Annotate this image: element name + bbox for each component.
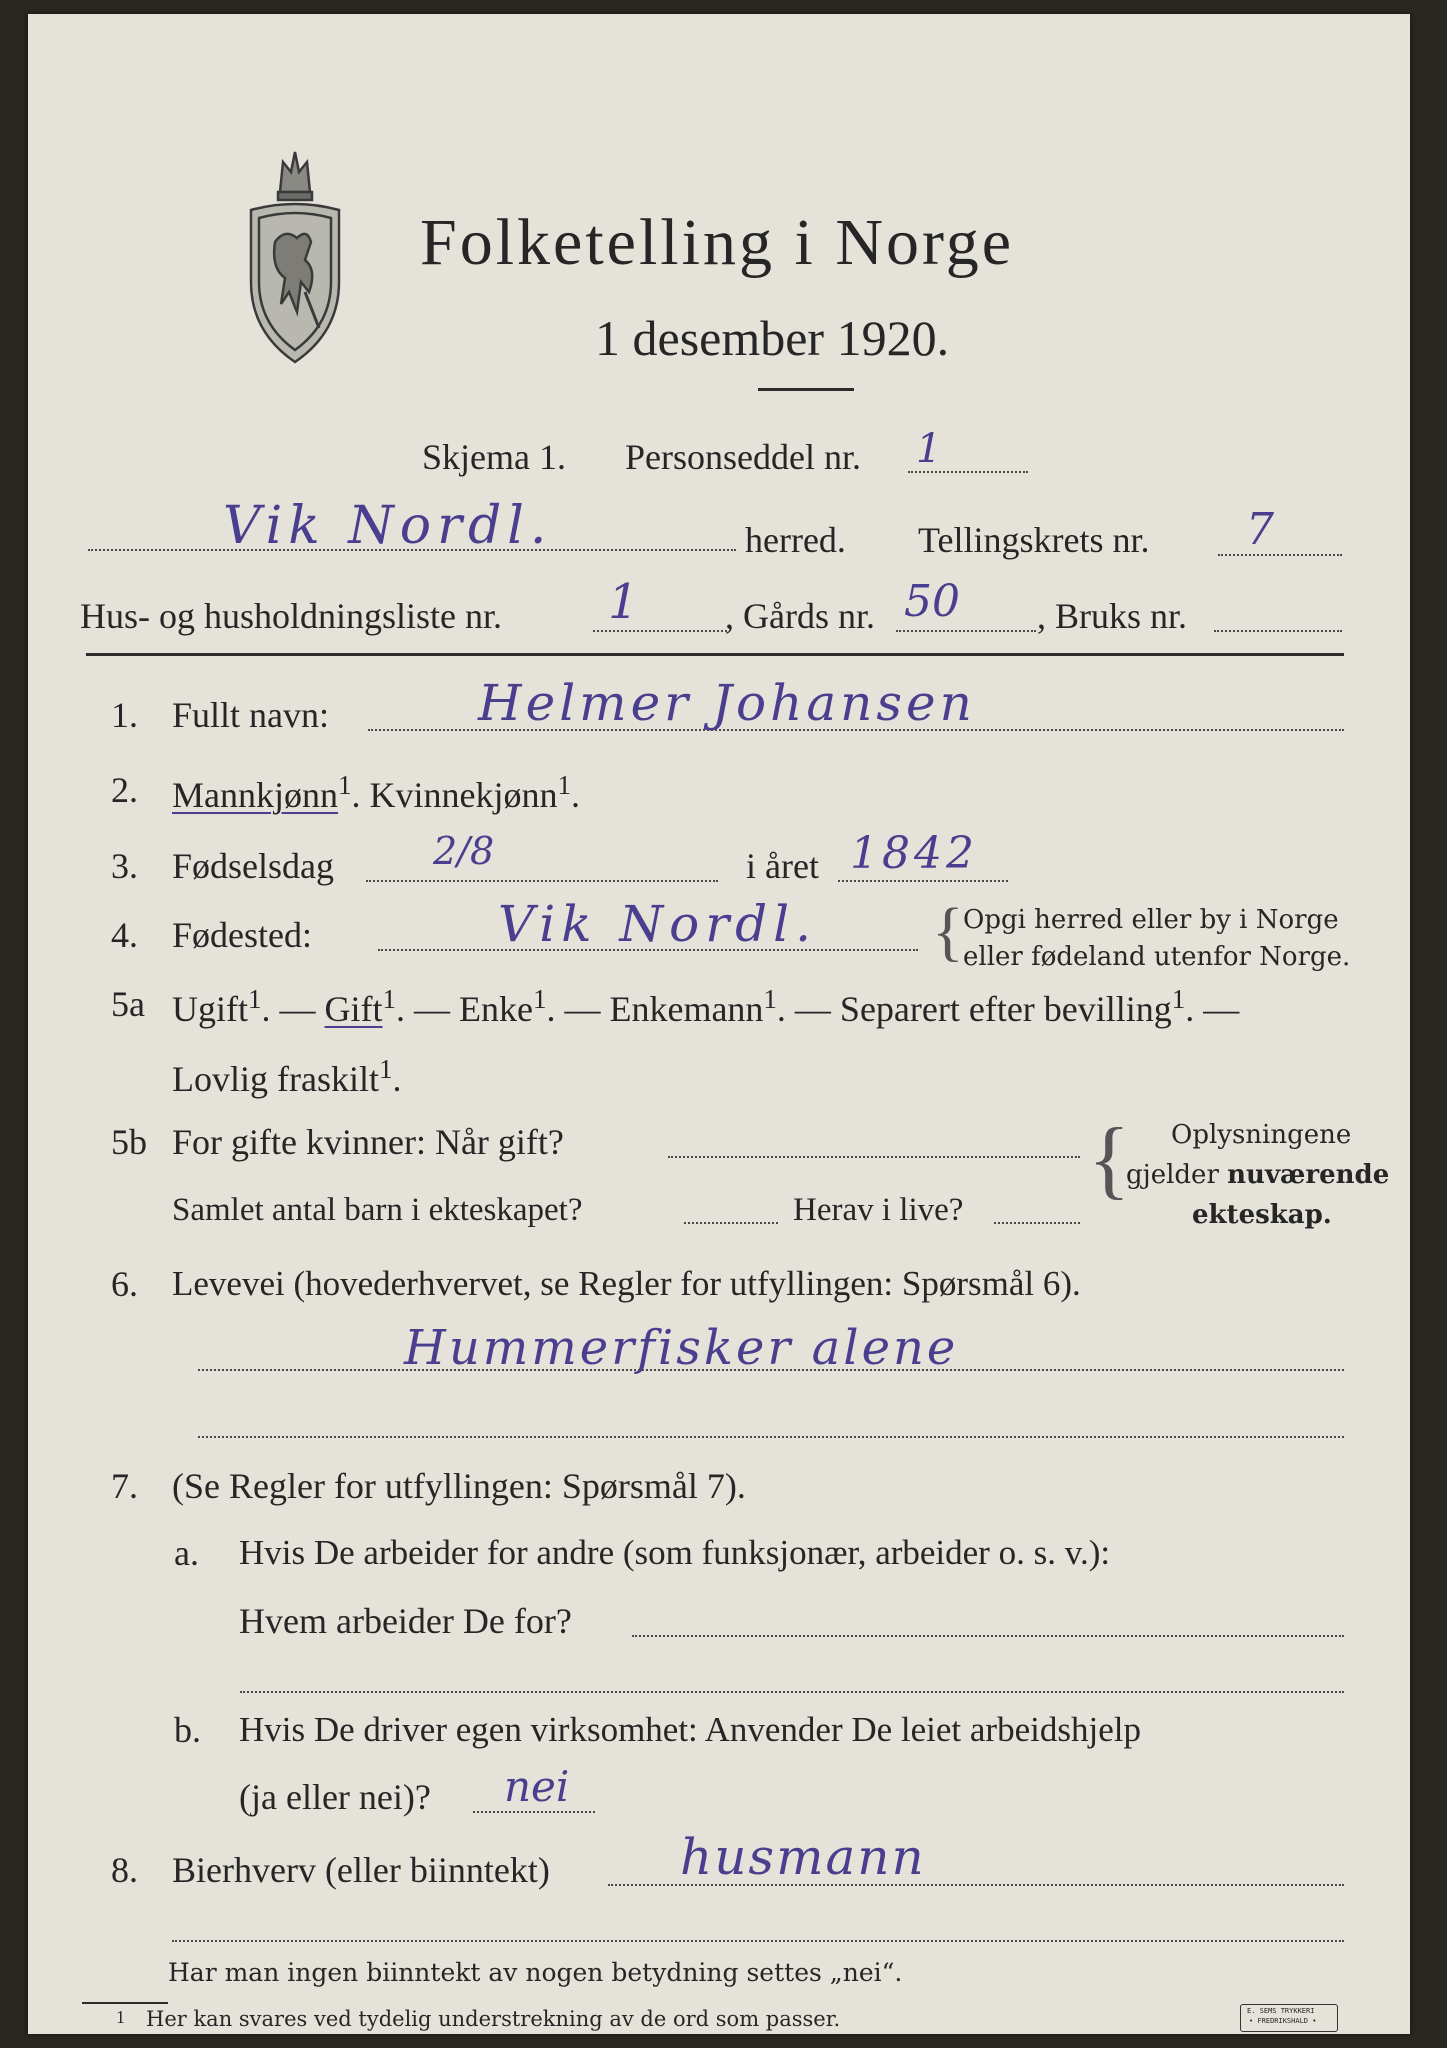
footnote-mark: 1 [116, 2007, 125, 2027]
q5b-note-line1: Oplysningene [1171, 1120, 1352, 1150]
tellingskrets-line [1218, 554, 1342, 556]
personseddel-line [908, 471, 1028, 473]
q4-label: Fødested: [172, 915, 312, 955]
q5b-note-line2 [1126, 1162, 1389, 1188]
q5a-sep-2: . — [396, 989, 450, 1029]
q7a-letter: a. [174, 1533, 199, 1573]
q2-number: 2. [111, 770, 138, 810]
q5b-number: 5b [111, 1122, 147, 1162]
q3-number: 3. [111, 846, 138, 886]
q5a-sup-enkemann: 1 [763, 984, 777, 1014]
title-divider [758, 388, 854, 391]
header-rule [86, 653, 1344, 656]
q7-number: 7. [111, 1466, 138, 1506]
hus-line [593, 630, 727, 632]
q5b-children-line [684, 1222, 778, 1224]
hus-label: Hus- og husholdningsliste nr. [80, 596, 503, 636]
q5a-fraskilt: Lovlig fraskilt$^1$. [172, 1054, 402, 1099]
census-form [28, 14, 1410, 2034]
footnote-rule [82, 2002, 168, 2004]
q5a-sup-fraskilt: 1 [378, 1054, 393, 1084]
q5b-alive-question: Herav i live? [793, 1192, 964, 1228]
q7b-text: Hvis De driver egen virksomhet: Anvender De leiet arbeidshjelp [239, 1710, 1141, 1749]
q5b-married-question: For gifte kvinner: Når gift? [172, 1122, 564, 1162]
footnote-text: Her kan svares ved tydelig understrekning av de ord som passer. [146, 2007, 841, 2031]
q3-year-line [838, 880, 1008, 882]
herred-line [88, 549, 736, 551]
coat-of-arms-icon [245, 142, 345, 368]
gards-label: , Gårds nr. [725, 596, 875, 636]
q5a-sep-5: . — [1185, 989, 1240, 1029]
q3-label: Fødselsdag [172, 846, 334, 886]
q3-day-value: 2/8 [433, 829, 495, 873]
gards-value: 50 [904, 576, 960, 627]
herred-label: herred. [745, 520, 846, 560]
q8-line-2 [172, 1940, 1344, 1942]
q1-label: Fullt navn: [172, 695, 330, 735]
q5a-sup-gift: 1 [382, 984, 396, 1014]
q2-dot-b: . [570, 775, 580, 815]
q7b-line [473, 1811, 595, 1813]
gards-line [896, 630, 1036, 632]
q2-mannkjonn: Mannkjønn [172, 775, 338, 815]
printer-line1: E. SEMS TRYKKERI [1247, 2007, 1315, 2015]
q5a-fraskilt-text: Lovlig fraskilt [172, 1059, 379, 1099]
q5b-brace: { [1088, 1111, 1131, 1208]
q3-day-line [366, 880, 718, 882]
q2-options [172, 772, 580, 813]
q5a-sup-enke: 1 [532, 984, 547, 1014]
q1-number: 1. [111, 695, 138, 735]
q6-value: Hummerfisker alene [404, 1320, 959, 1376]
q7a-text: Hvis De arbeider for andre (som funksjonær, arbeider o. s. v.): [239, 1533, 1111, 1572]
q8-label: Bierhverv (eller biinntekt) [172, 1850, 550, 1890]
q6-label: Levevei (hovederhvervet, se Regler for utfyllingen: Spørsmål 6). [172, 1264, 1081, 1303]
q5a-ugift: Ugift [172, 989, 248, 1029]
q7-label: (Se Regler for utfyllingen: Spørsmål 7). [172, 1466, 746, 1506]
printer-mark [1240, 2004, 1338, 2032]
q6-number: 6. [111, 1264, 138, 1304]
q5a-options [172, 986, 1239, 1027]
q4-brace: { [932, 895, 964, 968]
q2-dot-a: . [351, 775, 361, 815]
q5b-married-line [668, 1156, 1080, 1158]
q5b-note-gjelder: gjelder [1126, 1160, 1219, 1190]
q7a-question: Hvem arbeider De for? [239, 1601, 572, 1641]
q8-number: 8. [111, 1850, 138, 1890]
form-date: 1 desember 1920. [595, 310, 950, 366]
schema-label: Skjema 1. [422, 437, 566, 477]
personseddel-label: Personseddel nr. [625, 437, 861, 477]
tellingskrets-label: Tellingskrets nr. [918, 520, 1150, 560]
herred-value: Vik Nordl. [223, 496, 553, 556]
q7b-letter: b. [174, 1710, 201, 1750]
bruks-label: , Bruks nr. [1037, 596, 1188, 636]
q4-value: Vik Nordl. [498, 895, 818, 953]
q7a-line-1 [632, 1635, 1344, 1637]
q5a-sep-4: . — [776, 989, 831, 1029]
bruks-line [1214, 630, 1342, 632]
printer-line2: • FREDRIKSHALD • [1249, 2017, 1317, 2025]
q4-note-line2: eller fødeland utenfor Norge. [963, 942, 1351, 972]
personseddel-value: 1 [916, 426, 942, 472]
form-title: Folketelling i Norge [420, 206, 1015, 279]
q4-number: 4. [111, 915, 138, 955]
q5a-number: 5a [111, 984, 145, 1024]
q5a-sup-separert: 1 [1171, 984, 1186, 1014]
hus-value: 1 [608, 574, 639, 630]
q6-line-1 [198, 1369, 1344, 1371]
instruction-note: Har man ingen biinntekt av nogen betydning settes „nei“. [168, 1958, 903, 1987]
q8-line-1 [608, 1884, 1344, 1886]
q5b-note-line3: ekteskap. [1192, 1200, 1332, 1230]
q2-kvinnekjonn: Kvinnekjønn [369, 775, 558, 815]
q5a-sup-ugift: 1 [248, 984, 262, 1014]
q3-year-value: 1842 [850, 828, 978, 879]
q2-sup-1: 1 [338, 770, 352, 800]
q3-year-label: i året [746, 846, 819, 886]
q1-value: Helmer Johansen [478, 674, 976, 732]
tellingskrets-value: 7 [1246, 504, 1274, 555]
q5b-alive-line [994, 1222, 1080, 1224]
q2-sup-2: 1 [557, 770, 571, 800]
q5a-sep-1: . — [261, 989, 316, 1029]
q5b-children-question: Samlet antal barn i ekteskapet? [172, 1192, 583, 1228]
q8-value: husmann [680, 1828, 926, 1886]
q5a-separert: Separert efter bevilling [839, 989, 1172, 1029]
q7b-question: (ja eller nei)? [239, 1777, 431, 1817]
q5b-note-nuvaerende: nuværende [1227, 1160, 1390, 1190]
q4-note-line1: Opgi herred eller by i Norge [963, 905, 1339, 935]
q5a-sep-3: . — [546, 989, 601, 1029]
q5a-gift: Gift [324, 989, 383, 1029]
q5a-enke: Enke [459, 989, 533, 1029]
q4-line [378, 949, 918, 951]
q5a-enkemann: Enkemann [609, 989, 764, 1029]
q6-line-2 [198, 1436, 1344, 1438]
q7a-line-2 [240, 1691, 1344, 1693]
q7b-value: nei [504, 1762, 570, 1811]
